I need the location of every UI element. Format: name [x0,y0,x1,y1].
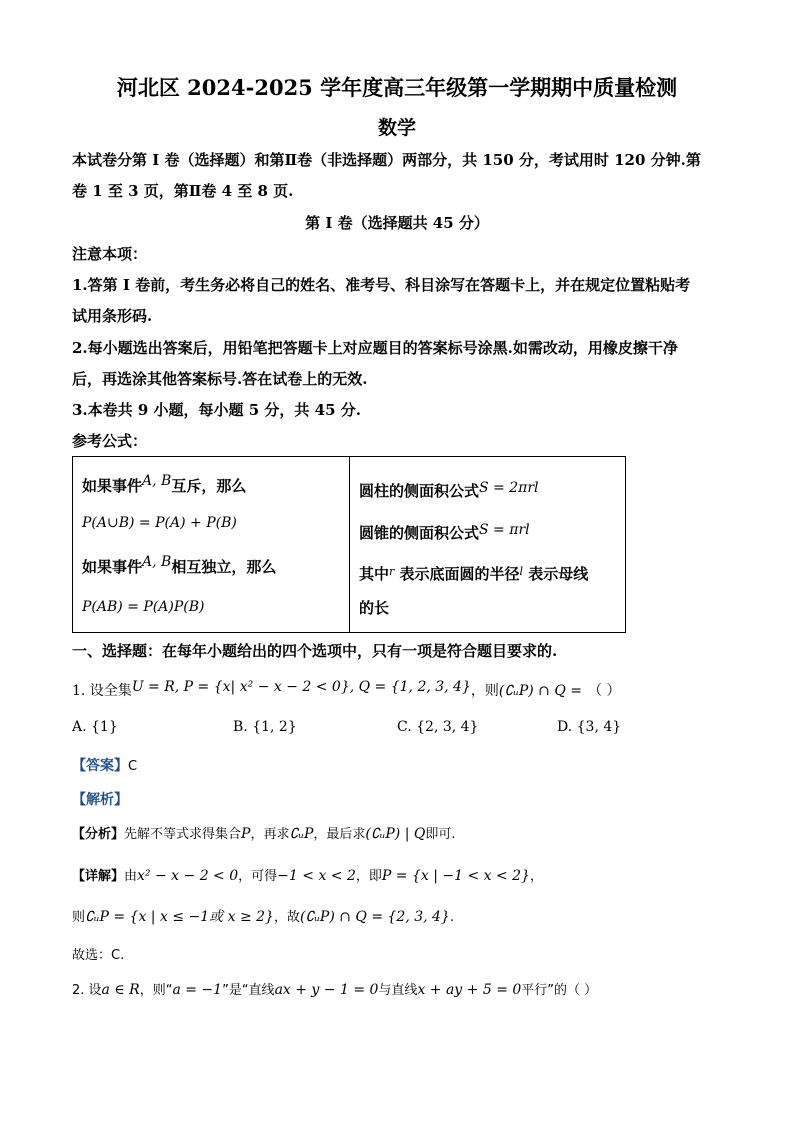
option-label: C. [397,719,412,735]
answer-parens: （ ） [588,683,621,699]
question-math: U = R, P = {x| x² − x − 2 < 0}, Q = {1, 2, 3, 4} [131,679,471,695]
formula-left-row-3 [82,554,277,578]
formula-right-row-4: 的长 [359,599,390,617]
question-1-stem [72,680,620,700]
question-math: a ∈ R [101,982,140,998]
fenxi-text: 即可. [425,827,456,842]
question-text: 1. 设全集 [72,683,132,699]
formula-math: S = 2πrl [479,480,539,496]
note-3: 3.本卷共 9 小题，每小题 5 分，共 45 分. [72,401,361,419]
question-text: 与直线 [378,983,418,998]
option-label: B. [233,719,248,735]
section1-title: 一、选择题：在每年小题给出的四个选项中，只有一项是符合题目要求的. [72,642,558,660]
answer-value: C [128,759,138,774]
formula-left-row-1 [82,473,247,497]
note-1-line-1: 1.答第 I 卷前，考生务必将自己的姓名、准考号、科目涂写在答题卡上，并在规定位置粘贴考 [72,276,691,294]
fenxi-line [72,823,455,842]
xiangjie-line-1 [72,865,543,884]
question-text: 2. 设 [72,983,102,998]
option-a [72,719,118,735]
answer-tag: 【答案】 [72,758,128,774]
option-c [397,719,478,735]
xiangjie-math: (∁ᵤP) ∩ Q = {2, 3, 4} [299,909,450,925]
formula-heading: 参考公式： [72,432,148,450]
fenxi-tag: 【分析】 [72,827,125,842]
xiangjie-text: ， [529,869,543,884]
formula-cell-left [73,457,350,633]
formula-left-row-2: P(A∪B) = P(A) + P(B) [82,515,237,531]
section-heading: 第 I 卷（选择题共 45 分） [305,214,489,232]
fenxi-math: (∁ᵤP) | Q [365,826,426,842]
formula-text: 互斥，那么 [171,477,247,495]
formula-text: 表示母线 [528,565,589,583]
option-value: {2, 3, 4} [416,719,479,735]
xiangjie-line-2 [72,906,454,926]
question-math: ax + y − 1 = 0 [274,982,379,998]
formula-text: 相互独立，那么 [171,558,277,576]
formula-math: A, B [142,554,172,570]
option-b [233,719,297,735]
conclusion: 故选：C. [72,948,125,963]
formula-text: 其中 [359,565,390,583]
formula-text: 圆柱的侧面积公式 [359,482,480,500]
formula-right-row-2 [359,524,530,544]
fenxi-text: 先解不等式求得集合 [124,827,242,842]
question-math: (∁ᵤP) ∩ Q = [498,683,582,699]
note-2-line-1: 2.每小题选出答案后，用铅笔把答题卡上对应题目的答案标号涂黑.如需改动，用橡皮擦干净 [72,339,678,357]
formula-right-row-3 [359,565,588,585]
question-math: x + ay + 5 = 0 [417,982,522,998]
intro-line-1: 本试卷分第 I 卷（选择题）和第Ⅱ卷（非选择题）两部分，共 150 分，考试用时 120 分钟.第 [72,151,701,169]
answer-line [72,755,137,775]
fenxi-text: ，最后求 [313,827,366,842]
xiangjie-text: . [449,910,455,925]
option-value: {1, 2} [252,719,297,735]
formula-math: S = πrl [479,522,530,538]
subject-title: 数学 [377,117,416,139]
notes-heading: 注意本项： [72,245,148,263]
question-text: 平行”的（ ） [521,983,598,998]
note-1-line-2: 试用条形码. [72,307,153,325]
option-label: A. [72,719,87,735]
fenxi-math: P [241,826,251,842]
xiangjie-math: P = {x | −1 < x < 2} [381,868,530,884]
fenxi-text: ，再求 [250,827,290,842]
xiangjie-text: ，即 [355,869,382,884]
question-text: ，则“ [139,983,173,998]
xiangjie-math: ∁ᵤP = {x | x ≤ −1或 x ≥ 2} [85,909,274,925]
question-text: ，则 [470,683,499,699]
analysis-tag: 【解析】 [72,792,128,808]
formula-table [72,456,626,633]
exam-title: 河北区 2024-2025 学年度高三年级第一学期期中质量检测 [116,75,678,100]
formula-text: 如果事件 [82,558,143,576]
question-2-stem [72,979,597,998]
intro-line-2: 卷 1 至 3 页，第Ⅱ卷 4 至 8 页. [72,182,294,200]
xiangjie-math: x² − x − 2 < 0 [137,868,239,884]
xiangjie-tag: 【详解】 [72,869,125,884]
formula-math: l [519,565,524,578]
note-2-line-2: 后，再选涂其他答案标号.答在试卷上的无效. [72,370,368,388]
formula-cell-right [350,457,626,633]
xiangjie-text: ，故 [273,910,300,925]
fenxi-math: ∁ᵤP [289,826,314,842]
option-label: D. [557,719,573,735]
formula-text: 圆锥的侧面积公式 [359,524,480,542]
formula-math: r [389,565,395,578]
option-value: {1} [91,719,118,735]
option-d [557,719,621,735]
question-text: ”是“直线 [222,983,275,998]
xiangjie-text: 则 [72,910,86,925]
formula-left-row-4: P(AB) = P(A)P(B) [82,599,205,615]
option-value: {3, 4} [576,719,622,735]
xiangjie-math: −1 < x < 2 [277,868,356,884]
xiangjie-text: 由 [124,869,138,884]
formula-text: 如果事件 [82,477,143,495]
analysis-line [72,789,128,809]
formula-text: 表示底面圆的半径 [399,565,520,583]
formula-right-row-1 [359,482,539,502]
question-math: a = −1 [172,982,223,998]
formula-math: A, B [142,473,172,489]
xiangjie-text: ，可得 [238,869,278,884]
